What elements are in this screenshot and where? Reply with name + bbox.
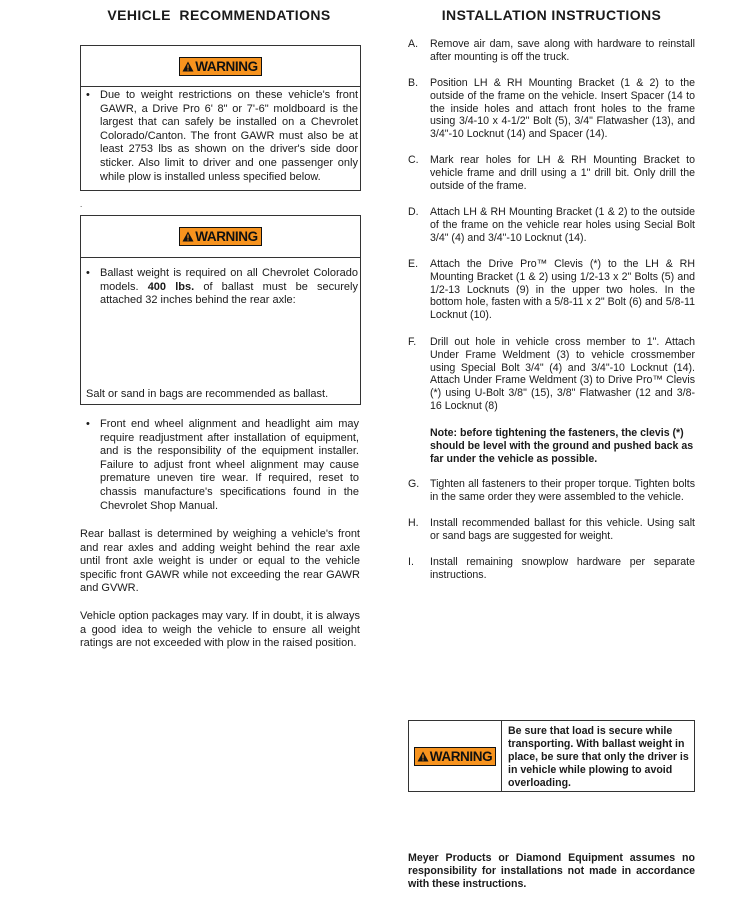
warning-badge <box>179 227 261 246</box>
instruction-step <box>408 478 695 504</box>
option-packages-paragraph: Vehicle option packages may vary. If in doubt, it is always a good idea to weigh the vehicle to ensure all weight ratings are not exceeded with plow in the raised position. <box>80 610 360 650</box>
step-letter: I. <box>408 556 414 568</box>
ballast-weight-value: 400 lbs. <box>147 280 195 293</box>
step-letter: B. <box>408 77 419 89</box>
step-text: Install remaining snowplow hardware per separate instructions. <box>430 556 695 581</box>
alignment-text: Front end wheel alignment and headlight aim may require readjustment after installation of equipment, and is the responsibility of the equipment installer. Failure to adjust front wheel alignment may cause premature uneven tire wear. If required, reset to chassis manufacture's specifications found in the Chevrolet Shop Manual. <box>100 418 359 512</box>
step-letter: G. <box>408 478 420 490</box>
instruction-step <box>408 77 695 141</box>
warning-badge <box>414 747 496 766</box>
ballast-footer: Salt or sand in bags are recommended as ballast. <box>86 388 329 401</box>
step-text: Mark rear holes for LH & RH Mounting Bracket to vehicle frame and drill using a 1" drill bit. Only drill the outside of the frame. <box>430 154 695 192</box>
step-text: Drill out hole in vehicle cross member to 1". Attach Under Frame Weldment (3) to vehicle crossmember using Special Bolt 3/4" (4) and 3/4"-10 Locknut (14). Attach Under Frame Weldment (3) to Drive Pro™ Clevis (*) using U-Bolt 3/8" (15), 3/8" Flatwasher (12 and 3/8-16 Locknut (8) <box>430 336 695 412</box>
warning-box-ballast <box>80 215 361 405</box>
warning-box-weight <box>80 45 361 191</box>
warning-label: WARNING <box>429 748 493 764</box>
ballast-bullet <box>86 267 358 308</box>
warning-triangle-icon <box>417 751 429 762</box>
instruction-step <box>408 517 695 543</box>
instruction-step <box>408 336 695 413</box>
disclaimer: Meyer Products or Diamond Equipment assumes no responsibility for installations not made in accordance with these instructions. <box>408 852 695 890</box>
bullet-dot: • <box>86 267 90 279</box>
step-letter: H. <box>408 517 419 529</box>
stray-dot: . <box>80 200 83 209</box>
alignment-bullet <box>86 418 359 513</box>
instruction-step <box>408 154 695 192</box>
step-letter: A. <box>408 38 419 50</box>
weight-restriction-text: Due to weight restrictions on these vehicle's front GAWR, a Drive Pro 6' 8" or 7'-6" moldboard is the largest that can safely be installed on a Chevrolet Colorado/Canton. The front GAWR must also be at least 2753 lbs as shown on the driver's side door sticker. Also limit to driver and one passenger only while plow is installed unless specified below. <box>100 89 358 183</box>
warning-triangle-icon <box>182 231 194 242</box>
instruction-step <box>408 258 695 322</box>
rear-ballast-paragraph: Rear ballast is determined by weighing a vehicle's front and rear axles and adding weight behind the rear axle until front axle weight is under or equal to the vehicle specific front GAWR while not exceeding the rear GAWR and GVWR. <box>80 528 360 595</box>
step-letter: C. <box>408 154 419 166</box>
step-text: Remove air dam, save along with hardware to reinstall after mounting is off the truck. <box>430 38 695 63</box>
warning-label: WARNING <box>195 229 258 244</box>
warning-box-transport <box>408 720 695 792</box>
step-text: Tighten all fasteners to their proper torque. Tighten bolts in the same order they were assembled to the vehicle. <box>430 478 695 503</box>
left-section-title: VEHICLE RECOMMENDATIONS <box>107 7 331 23</box>
warning-badge <box>179 57 261 76</box>
right-section-title: INSTALLATION INSTRUCTIONS <box>441 7 662 23</box>
step-letter: F. <box>408 336 417 348</box>
step-letter: D. <box>408 206 419 218</box>
step-text: Install recommended ballast for this vehicle. Using salt or sand bags are suggested for weight. <box>430 517 695 542</box>
instruction-step <box>408 556 695 582</box>
bullet-dot: • <box>86 418 90 430</box>
warning-triangle-icon <box>182 61 194 72</box>
tightening-note: Note: before tightening the fasteners, the clevis (*) should be level with the ground and pushed back as far under the vehicle as possible. <box>430 427 694 465</box>
step-text: Attach LH & RH Mounting Bracket (1 & 2) to the outside of the frame on the vehicle rear holes using Secial Bolt 3/4" (4) and 3/4"-10 Locknut (14). <box>430 206 695 244</box>
ballast-required-text: Ballast weight is required on all Chevrolet Colorado models. 400 lbs. of ballast must be securely attached 32 inches behind the rear axle: <box>100 267 358 307</box>
transport-warning-text: Be sure that load is secure while transporting. With ballast weight in place, be sure that only the driver is in vehicle while plowing to avoid overloading. <box>508 725 689 789</box>
instruction-step <box>408 206 695 244</box>
bullet-dot: • <box>86 89 90 101</box>
step-text: Position LH & RH Mounting Bracket (1 & 2) to the outside of the frame on the vehicle. Insert Spacer (14 to the inside holes and attach front holes to the frame using 3/4-10 x 4-1/2" Bolt (5), 3/4" Flatwasher (13), and 3/4"-10 Locknut (14) and Spacer (14). <box>430 77 695 141</box>
warning-label: WARNING <box>195 59 258 74</box>
step-text: Attach the Drive Pro™ Clevis (*) to the LH & RH Mounting Bracket (1 & 2) using 1/2-13 x 2" Bolts (5) and 1/2-13 Locknuts (9) in the upper two holes. In the bottom hole, fasten with a 5/8-11 x 2" Bolt (6) and 5/8-11 Locknut (10). <box>430 258 695 322</box>
instruction-step <box>408 38 695 64</box>
step-letter: E. <box>408 258 419 270</box>
weight-bullet <box>86 89 358 184</box>
